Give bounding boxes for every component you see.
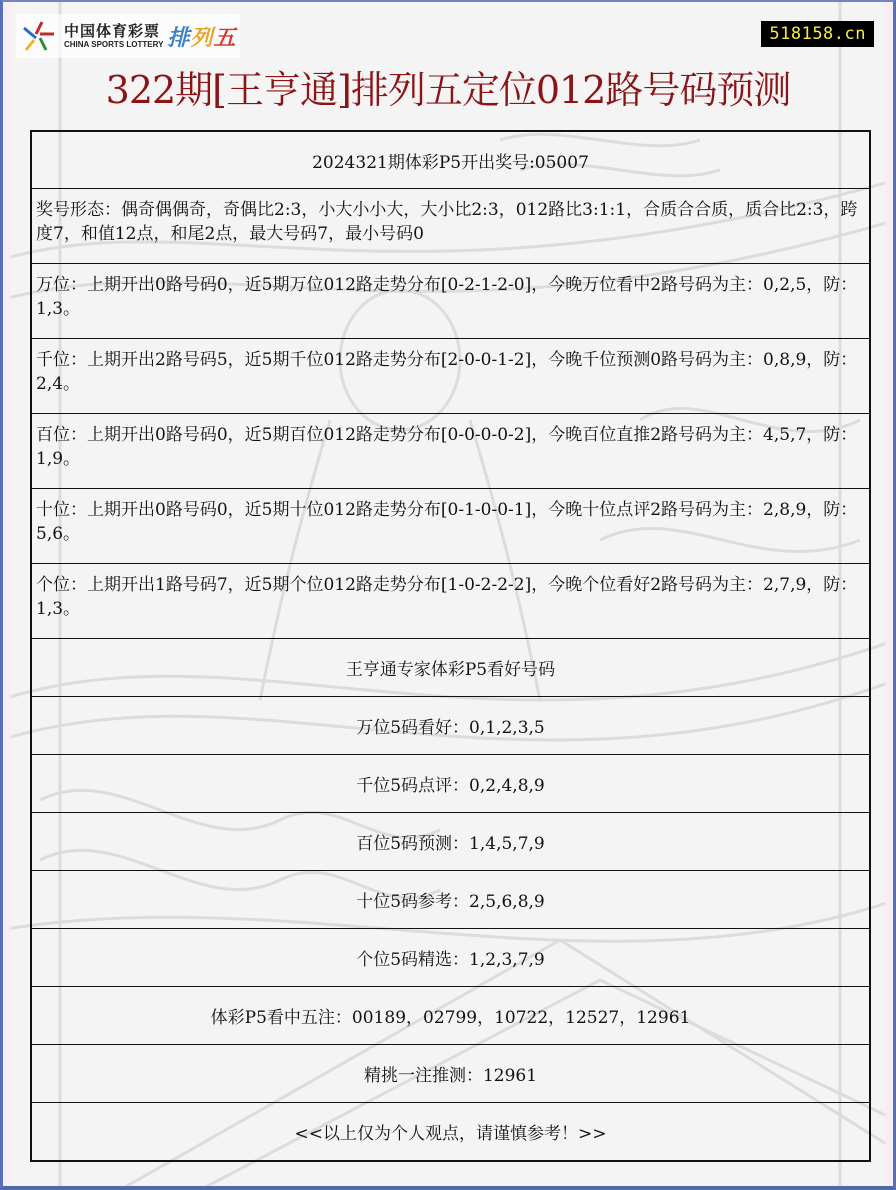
position-row-bai bbox=[32, 413, 869, 488]
china-sports-lottery-logo[interactable] bbox=[16, 14, 240, 58]
five-bets-text: 体彩P5看中五注：00189，02799，10722，12527，12961 bbox=[210, 1008, 691, 1028]
draw-result-row bbox=[32, 132, 869, 188]
pick-text: 千位5码点评：0,2,4,8,9 bbox=[356, 776, 545, 796]
pick-text: 十位5码参考：2,5,6,8,9 bbox=[356, 892, 545, 912]
single-pick-row bbox=[32, 1044, 869, 1102]
pick-text: 万位5码看好：0,1,2,3,5 bbox=[356, 718, 545, 738]
five-bets-row bbox=[32, 986, 869, 1044]
position-row-wan bbox=[32, 263, 869, 338]
expert-heading: 王亨通专家体彩P5看好号码 bbox=[345, 660, 556, 680]
pick-row-wan bbox=[32, 696, 869, 754]
pattern-row bbox=[32, 188, 869, 263]
position-text: 千位：上期开出2路号码5，近5期千位012路走势分布[2-0-0-1-2]，今晚千位预测0路号码为主：0,8,9，防：2,4。 bbox=[36, 350, 858, 394]
position-text: 个位：上期开出1路号码7，近5期个位012路走势分布[1-0-2-2-2]，今晚个位看好2路号码为主：2,7,9，防：1,3。 bbox=[36, 575, 858, 619]
pick-row-shi bbox=[32, 870, 869, 928]
pick-row-bai bbox=[32, 812, 869, 870]
pick-row-qian bbox=[32, 754, 869, 812]
disclaimer-row bbox=[32, 1102, 869, 1160]
position-row-shi bbox=[32, 488, 869, 563]
logo-chinese-text: 中国体育彩票 bbox=[64, 22, 161, 40]
expert-heading-row bbox=[32, 638, 869, 696]
lottery-logo-icon bbox=[20, 16, 60, 56]
single-pick-text: 精挑一注推测：12961 bbox=[363, 1066, 538, 1086]
pailie-wu-logo-text: 排列五 bbox=[167, 25, 237, 51]
position-row-ge bbox=[32, 563, 869, 638]
position-text: 十位：上期开出0路号码0，近5期十位012路走势分布[0-1-0-0-1]，今晚十位点评2路号码为主：2,8,9，防：5,6。 bbox=[36, 500, 858, 544]
disclaimer-text: <<以上仅为个人观点，请谨慎参考！>> bbox=[294, 1124, 607, 1144]
pick-text: 百位5码预测：1,4,5,7,9 bbox=[356, 834, 545, 854]
header bbox=[0, 0, 896, 60]
position-text: 百位：上期开出0路号码0，近5期百位012路走势分布[0-0-0-0-2]，今晚百位直推2路号码为主：4,5,7，防：1,9。 bbox=[36, 425, 858, 469]
page-title: 322期[王亨通]排列五定位012路号码预测 bbox=[105, 68, 791, 112]
pick-row-ge bbox=[32, 928, 869, 986]
position-row-qian bbox=[32, 338, 869, 413]
logo-english-text: CHINA SPORTS LOTTERY bbox=[64, 40, 164, 49]
position-text: 万位：上期开出0路号码0，近5期万位012路走势分布[0-2-1-2-0]，今晚万位看中2路号码为主：0,2,5，防：1,3。 bbox=[36, 275, 858, 319]
prediction-table bbox=[30, 130, 871, 1162]
pick-text: 个位5码精选：1,2,3,7,9 bbox=[356, 950, 545, 970]
draw-result-text: 2024321期体彩P5开出奖号:05007 bbox=[312, 152, 589, 173]
pattern-text: 奖号形态：偶奇偶偶奇，奇偶比2:3，小大小小大，大小比2:3，012路比3:1:1，合质合合质，质合比2:3，跨度7，和值12点，和尾2点，最大号码7，最小号码0 bbox=[36, 200, 858, 244]
site-domain-badge[interactable]: 518158.cn bbox=[761, 21, 874, 47]
